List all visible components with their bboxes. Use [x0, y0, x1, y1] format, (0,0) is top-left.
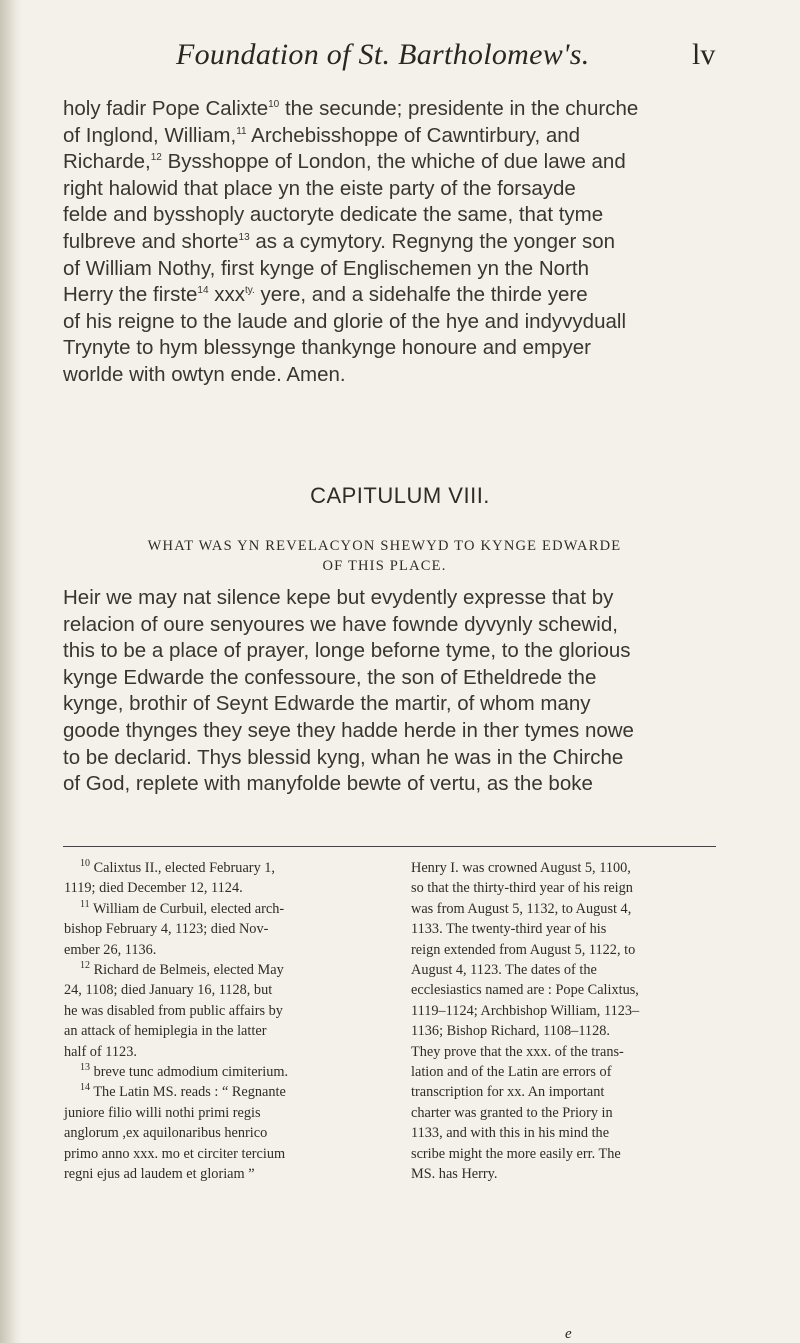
footnote-line: $^{10}$ Calixtus II., elected February 1, [80, 858, 276, 876]
footnote-line: ecclesiastics named are : Pope Calixtus, [411, 982, 639, 999]
text-line: Richarde,$^{12}$ Bysshoppe of London, the whiche of due lawe and [63, 150, 626, 174]
footnote-line: 1133, and with this in his mind the [411, 1125, 610, 1142]
text-line: this to be a place of prayer, longe beforne tyme, to the glorious [63, 639, 631, 663]
footnote-line: transcription for xx. An important [411, 1084, 605, 1101]
text-line: worlde with owtyn ende. Amen. [63, 362, 346, 386]
footnote-line: 1119; died December 12, 1124. [64, 880, 243, 897]
paragraph-1 [63, 96, 713, 389]
text-line: relacion of oure senyoures we have fownde dyvynly schewid, [63, 612, 618, 636]
chapter-heading: CAPITULUM VIII. [310, 483, 490, 508]
footnote-line: MS. has Herry. [411, 1166, 498, 1183]
footnote-line: 24, 1108; died January 16, 1128, but [64, 982, 273, 999]
text-line: Herry the firste$^{14}$ xxx$^{ty.}$ yere, and a sidehalfe the thirde yere [63, 283, 588, 307]
footnote-line: regni ejus ad laudem et gloriam ” [64, 1166, 255, 1183]
text-line: goode thynges they seye they hadde herde in ther tymes nowe [63, 718, 634, 742]
footnote-line: 1133. The twenty-third year of his [411, 921, 607, 938]
footnote-line: Henry I. was crowned August 5, 1100, [411, 860, 631, 876]
footnote-line: $^{13}$ breve tunc admodium cimiterium. [80, 1062, 289, 1081]
text-line: kynge Edwarde the confessoure, the son of Etheldrede the [63, 665, 597, 689]
paragraph-2 [63, 585, 723, 798]
text-line: right halowid that place yn the eiste party of the forsayde [63, 176, 576, 200]
footnote-line: so that the thirty-third year of his reign [411, 880, 633, 897]
running-head [0, 38, 800, 78]
footnote-line: primo anno xxx. mo et circiter tercium [64, 1145, 286, 1162]
text-line: of his reigne to the laude and glorie of the hye and indyvyduall [63, 309, 626, 333]
text-line: of William Nothy, first kynge of Englischemen yn the North [63, 256, 589, 280]
footnote-line: lation and of the Latin are errors of [411, 1064, 612, 1081]
running-title: Foundation of St. Bartholomew's. [176, 38, 590, 71]
footnote-line: ember 26, 1136. [64, 941, 157, 958]
footnote-line: They prove that the xxx. of the trans- [411, 1043, 624, 1060]
footnote-line: anglorum ,ex aquilonaribus henrico [64, 1125, 268, 1142]
text-line: Heir we may nat silence kepe but evydently expresse that by [63, 586, 614, 609]
text-line: of God, replete with manyfolde bewte of vertu, as the boke [63, 772, 593, 796]
footnote-line: an attack of hemiplegia in the latter [64, 1023, 267, 1040]
footnote-line: 1119–1124; Archbishop William, 1123– [411, 1002, 640, 1019]
footnote-line: bishop February 4, 1123; died Nov- [64, 921, 269, 938]
text-line: felde and bysshoply auctoryte dedicate the same, that tyme [63, 203, 604, 227]
footnote-line: he was disabled from public affairs by [64, 1002, 283, 1019]
chapter-subheading-line: OF THIS PLACE. [322, 558, 447, 574]
footnote-line: charter was granted to the Priory in [411, 1104, 613, 1121]
text-line: of Inglond, William,$^{11}$ Archebisshoppe of Cawntirbury, and [63, 123, 581, 147]
footnote-line: 1136; Bishop Richard, 1108–1128. [411, 1023, 610, 1040]
signature-mark: e [565, 1326, 572, 1342]
footnote-line: $^{14}$ The Latin MS. reads : “ Regnante [80, 1082, 286, 1101]
footnote-line: $^{11}$ William de Curbuil, elected arch- [80, 899, 285, 917]
footnote-line: August 4, 1123. The dates of the [411, 962, 597, 979]
chapter-subheading-line: WHAT WAS YN REVELACYON SHEWYD TO KYNGE EDWARDE [147, 538, 622, 554]
footnotes-right-column [411, 858, 731, 1185]
footnote-line: juniore filio willi nothi primi regis [64, 1104, 261, 1121]
footnote-line: was from August 5, 1132, to August 4, [411, 900, 632, 917]
text-line: fulbreve and shorte$^{13}$ as a cymytory. Regnyng the yonger son [63, 229, 616, 253]
text-line: Trynyte to hym blessynge thankynge honoure and empyer [63, 336, 591, 360]
chapter-subheading [52, 536, 717, 576]
page-gutter-shadow [0, 0, 22, 1343]
footnote-line: reign extended from August 5, 1122, to [411, 941, 636, 958]
footnotes-left-column [64, 858, 392, 1185]
footnote-divider [63, 846, 716, 847]
footnote-line: half of 1123. [64, 1043, 137, 1060]
text-line: holy fadir Pope Calixte$^{10}$ the secunde; presidente in the churche [63, 97, 639, 120]
text-line: kynge, brothir of Seynt Edwarde the martir, of whom many [63, 692, 591, 716]
footnote-line: $^{12}$ Richard de Belmeis, elected May [80, 960, 284, 979]
text-line: to be declarid. Thys blessid kyng, whan he was in the Chirche [63, 745, 624, 769]
page-number: lv [692, 38, 716, 71]
footnote-line: scribe might the more easily err. The [411, 1145, 621, 1162]
